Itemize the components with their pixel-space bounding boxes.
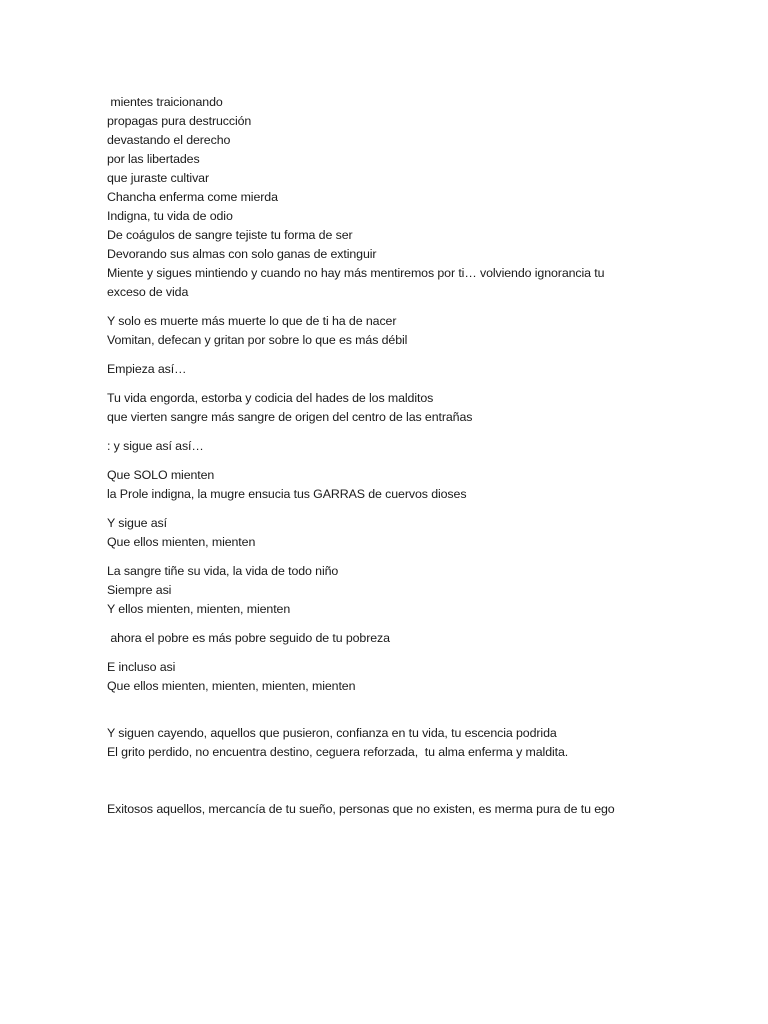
stanza bbox=[107, 629, 747, 648]
poem-line: El grito perdido, no encuentra destino, ceguera reforzada, tu alma enferma y maldita. bbox=[107, 745, 569, 759]
stanza bbox=[107, 724, 747, 762]
stanza bbox=[107, 658, 747, 696]
poem-line: por las libertades bbox=[107, 152, 200, 166]
poem-line: Que ellos mienten, mienten, mienten, mienten bbox=[107, 679, 356, 693]
stanza bbox=[107, 437, 747, 456]
poem-line: De coágulos de sangre tejiste tu forma de ser bbox=[107, 228, 353, 242]
poem-line: Y ellos mienten, mienten, mienten bbox=[107, 602, 291, 616]
poem-line: Miente y sigues mintiendo y cuando no hay más mentiremos por ti… volviendo ignorancia tu bbox=[107, 266, 605, 280]
poem-line: que juraste cultivar bbox=[107, 171, 209, 185]
stanza bbox=[107, 514, 747, 552]
poem-line: ahora el pobre es más pobre seguido de tu pobreza bbox=[107, 631, 390, 645]
poem-line: Empieza así… bbox=[107, 362, 187, 376]
poem-line: : y sigue así así… bbox=[107, 439, 204, 453]
poem-line: propagas pura destrucción bbox=[107, 114, 252, 128]
poem-line: exceso de vida bbox=[107, 285, 189, 299]
poem-body bbox=[107, 93, 747, 829]
poem-line: la Prole indigna, la mugre ensucia tus GARRAS de cuervos dioses bbox=[107, 487, 467, 501]
poem-line: Tu vida engorda, estorba y codicia del hades de los malditos bbox=[107, 391, 434, 405]
poem-line: Indigna, tu vida de odio bbox=[107, 209, 233, 223]
poem-line: Y sigue así bbox=[107, 516, 167, 530]
stanza bbox=[107, 93, 747, 302]
poem-line: Vomitan, defecan y gritan por sobre lo que es más débil bbox=[107, 333, 408, 347]
poem-line: Chancha enferma come mierda bbox=[107, 190, 278, 204]
poem-line: Devorando sus almas con solo ganas de extinguir bbox=[107, 247, 377, 261]
poem-line: mientes traicionando bbox=[107, 95, 223, 109]
stanza bbox=[107, 466, 747, 504]
stanza bbox=[107, 312, 747, 350]
poem-line: Que SOLO mienten bbox=[107, 468, 215, 482]
stanza bbox=[107, 800, 747, 819]
poem-line: Exitosos aquellos, mercancía de tu sueño, personas que no existen, es merma pura de tu ego bbox=[107, 802, 615, 816]
poem-line: E incluso asi bbox=[107, 660, 176, 674]
stanza bbox=[107, 360, 747, 379]
stanza bbox=[107, 562, 747, 619]
poem-line: Y solo es muerte más muerte lo que de ti ha de nacer bbox=[107, 314, 397, 328]
poem-line: Que ellos mienten, mienten bbox=[107, 535, 256, 549]
poem-line: La sangre tiñe su vida, la vida de todo niño bbox=[107, 564, 339, 578]
stanza bbox=[107, 389, 747, 427]
poem-line: que vierten sangre más sangre de origen del centro de las entrañas bbox=[107, 410, 473, 424]
poem-line: Siempre asi bbox=[107, 583, 172, 597]
poem-line: Y siguen cayendo, aquellos que pusieron, confianza en tu vida, tu escencia podrida bbox=[107, 726, 557, 740]
poem-line: devastando el derecho bbox=[107, 133, 231, 147]
